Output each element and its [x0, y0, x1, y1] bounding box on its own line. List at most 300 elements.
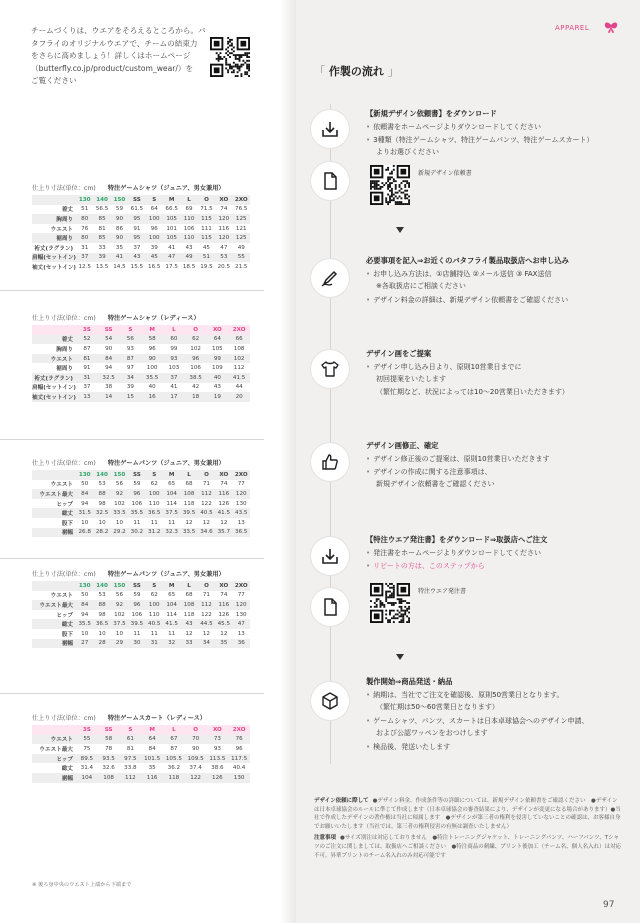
table-cell: 47 [163, 253, 180, 263]
table-cell: 113.5 [207, 754, 229, 764]
row-label: 股下 [61, 520, 74, 527]
table-cell: 18.5 [182, 263, 196, 270]
table-cell: 122 [201, 500, 212, 507]
caution-notes: 注意事項 ●サイズ別注は対応しておりません ●特注トレーニングジャケット、トレーニングパンツ、ハーフパンツ、Tシャツのご注文に関しましては、取扱店へご相談ください ●特注商品の刺繍、プリント後加工（チーム名、個人名入れ）は対応不可。昇華プリントのチーム名入れのみ対応可能です [314, 835, 622, 859]
table-cell: 50 [81, 481, 89, 488]
table-cell: 86 [115, 225, 124, 232]
table-cell: 93 [163, 354, 185, 364]
table-cell: 85 [93, 233, 110, 243]
table-row [32, 262, 250, 272]
table-cell: 19.5 [200, 263, 213, 270]
table-header-row [32, 725, 250, 735]
size-header: S [128, 326, 133, 333]
table-cell: 12 [202, 630, 210, 637]
table-cell: 92 [111, 600, 128, 610]
table-cell: 130 [235, 611, 247, 618]
table-cell: 13.5 [95, 263, 109, 270]
table-cell: 37 [163, 373, 185, 383]
size-header: M [163, 195, 180, 205]
table-cell: 88 [93, 489, 110, 499]
table-cell: 66 [228, 335, 250, 345]
table-cell: 126 [207, 773, 229, 783]
table-cell: 19 [207, 392, 229, 402]
table-unit: 仕上り寸法(単位：cm) [32, 715, 96, 722]
step2-heading: 必要事項を記入⇒お近くのバタフライ製品取扱店へお申し込み [366, 256, 569, 265]
table-cell: 108 [98, 773, 120, 783]
table-cell: 35.5 [76, 619, 93, 629]
step4-heading: デザイン画修正、確定 [366, 441, 439, 450]
table-cell: 34 [198, 639, 215, 649]
table-cell: 105.5 [163, 754, 185, 764]
size-header: M [163, 581, 180, 591]
step4-bullet-2: • デザインの作成に関する注意事項は、 [366, 468, 492, 476]
table-cell: 90 [192, 745, 200, 752]
table-cell: 11 [168, 630, 176, 637]
thumbs-up-icon [320, 452, 340, 472]
table-cell: 64 [150, 206, 158, 213]
table-cell: 16.5 [148, 263, 161, 270]
table-cell: 31.4 [80, 765, 94, 772]
table-cell: 13 [237, 519, 245, 526]
table-cell: 96 [148, 345, 156, 352]
table-cell: 120 [215, 214, 232, 224]
table-cell: 64 [207, 335, 229, 345]
table-cell: 102 [228, 354, 250, 364]
size-header: L [180, 195, 197, 205]
table-cell: 93 [126, 345, 134, 352]
table-cell: 93.5 [98, 754, 120, 764]
table-cell: 32.5 [93, 508, 110, 518]
row-label: 袖丈(セットイン) [32, 264, 76, 271]
table-cell: 41.5 [215, 508, 232, 518]
table-cell: 14.5 [113, 263, 126, 270]
table-cell: 45 [202, 244, 210, 251]
table-cell: 126 [218, 500, 230, 507]
table-cell: 61 [120, 735, 142, 745]
table-cell: 96 [150, 225, 158, 232]
table-cell: 18 [185, 392, 207, 402]
table-cell: 13 [76, 392, 98, 402]
table-row [32, 744, 250, 754]
table-row [32, 214, 250, 224]
table-cell: 58 [141, 335, 163, 345]
table-cell: 59 [133, 481, 141, 488]
size-header: O [198, 581, 215, 591]
table-cell: 11 [168, 519, 176, 526]
table-unit: 仕上り寸法(単位：cm) [32, 185, 96, 192]
table-cell: 125 [233, 214, 250, 224]
row-label: ウエスト [32, 354, 76, 364]
table-cell: 12 [220, 519, 228, 526]
table-cell: 115 [198, 233, 215, 243]
size-table-junior-pants-2 [32, 569, 250, 648]
table-cell: 84 [148, 745, 156, 752]
table-cell: 68 [185, 481, 193, 488]
size-header: 3S [82, 726, 91, 733]
table-cell: 20 [228, 392, 250, 402]
table-cell: 47 [220, 244, 228, 251]
table-cell: 78 [105, 745, 113, 752]
table-product-name: 特注ゲームパンツ（ジュニア、男女兼用） [107, 460, 225, 467]
table-cell: 76 [81, 225, 89, 232]
table-cell: 10 [98, 519, 106, 526]
table-cell: 62 [150, 481, 158, 488]
footnote: ※ 後ろ身中央のウエスト上端から下端まで [32, 882, 132, 888]
table-cell: 108 [233, 345, 245, 352]
step1-heading: 【新規デザイン依頼書】をダウンロード [366, 109, 497, 118]
table-cell: 32.3 [163, 528, 180, 538]
table-cell: 36 [233, 639, 250, 649]
table-row [32, 508, 250, 518]
table-cell: 36.5 [93, 619, 110, 629]
table-cell: 38.6 [211, 765, 224, 772]
table-cell: 30.2 [128, 528, 145, 538]
table-row [32, 629, 250, 639]
table-cell: 35 [115, 244, 124, 251]
step4-bullet-1: • デザイン修正後のご提案は、原則10営業日いただきます [366, 455, 550, 463]
table-cell: 20.5 [217, 263, 231, 270]
table-cell: 89.5 [76, 754, 98, 764]
size-header: 150 [111, 470, 128, 480]
table-cell: 35.7 [215, 528, 232, 538]
size-header: 140 [93, 470, 110, 480]
table-cell: 17.5 [165, 263, 178, 270]
size-header: 140 [93, 581, 110, 591]
table-cell: 106 [131, 611, 143, 618]
download-step-circle [311, 110, 349, 148]
table-cell: 102 [190, 345, 201, 352]
table-cell: 94 [81, 500, 89, 507]
table-cell: 43 [213, 384, 221, 391]
table-cell: 33.5 [111, 508, 128, 518]
table-cell: 91 [83, 365, 91, 372]
table-cell: 111 [201, 225, 212, 232]
table-cell: 100 [146, 233, 163, 243]
step3-heading: デザイン画をご提案 [366, 349, 432, 358]
table-cell: 117.5 [228, 754, 250, 764]
table-cell: 36.5 [146, 508, 163, 518]
table-cell: 94 [105, 365, 113, 372]
size-header: SS [128, 581, 145, 591]
table-cell: 96 [128, 600, 145, 610]
table-cell: 75 [83, 745, 91, 752]
table-cell: 65 [168, 481, 176, 488]
table-cell: 76.5 [235, 206, 248, 213]
table-cell: 40.5 [198, 508, 215, 518]
table-cell: 35.5 [141, 373, 163, 383]
table-cell: 101 [166, 225, 177, 232]
table-cell: 94 [81, 611, 89, 618]
table-cell: 74 [220, 206, 228, 213]
table-cell: 110 [148, 500, 160, 507]
order-form-step-circle [311, 588, 349, 626]
table-cell: 61.5 [130, 206, 144, 213]
table-row [32, 591, 250, 601]
document-step-circle [311, 162, 349, 200]
table-header-row [32, 470, 250, 480]
table-cell: 40 [148, 384, 156, 391]
table-row [32, 639, 250, 649]
table-cell: 49 [237, 244, 245, 251]
table-row [32, 610, 250, 620]
table-cell: 56 [120, 335, 142, 345]
row-label: ウエスト [50, 593, 74, 600]
table-cell: 11 [150, 519, 158, 526]
table-cell: 112 [198, 600, 215, 610]
size-header: 150 [111, 581, 128, 591]
size-header: M [149, 726, 155, 733]
table-cell: 37 [76, 253, 93, 263]
table-cell: 37 [133, 244, 141, 251]
table-cell: 35 [215, 639, 232, 649]
size-header: 130 [76, 195, 93, 205]
size-header: O [193, 726, 198, 733]
table-cell: 34 [120, 373, 142, 383]
table-cell: 105 [212, 345, 223, 352]
table-cell: 65 [168, 592, 176, 599]
table-cell: 50 [81, 592, 89, 599]
table-cell: 26.8 [76, 528, 93, 538]
size-table [32, 325, 250, 402]
table-cell: 96 [128, 489, 145, 499]
step3-sub-2: （繁忙期など、状況によっては10～20営業日いただきます） [376, 388, 569, 396]
table-cell: 32 [163, 639, 180, 649]
table-cell: 10 [81, 630, 89, 637]
table-cell: 77 [237, 481, 245, 488]
table-cell: 96 [185, 354, 207, 364]
table-cell: 32.5 [98, 373, 120, 383]
category-label: APPAREL [555, 24, 590, 32]
table-cell: 36.2 [167, 765, 181, 772]
table-cell: 39 [126, 384, 134, 391]
size-header: 2XO [232, 726, 246, 733]
proposal-step-circle [311, 350, 349, 388]
table-header-row [32, 581, 250, 591]
table-cell: 80 [76, 214, 93, 224]
table-row [32, 392, 250, 402]
size-header: XO [215, 581, 232, 591]
table-cell: 76 [228, 735, 250, 745]
table-cell: 55 [76, 735, 98, 745]
table-cell: 84 [76, 600, 93, 610]
table-row [32, 499, 250, 509]
table-cell: 43.5 [233, 508, 250, 518]
table-cell: 81 [76, 354, 98, 364]
table-cell: 71 [202, 481, 210, 488]
table-cell: 108 [180, 489, 197, 499]
row-label: ウエスト [32, 735, 76, 745]
size-header: M [149, 326, 155, 333]
qr-code-new-design[interactable] [370, 165, 410, 205]
table-cell: 98 [98, 611, 106, 618]
table-cell: 122 [201, 611, 212, 618]
table-cell: 84 [98, 354, 120, 364]
table-cell: 11 [133, 630, 141, 637]
document-icon [320, 597, 340, 617]
qr-code-order-form[interactable] [370, 583, 410, 623]
table-cell: 106 [190, 365, 201, 372]
table-row [32, 489, 250, 499]
table-cell: 44.5 [198, 619, 215, 629]
table-row [32, 619, 250, 629]
table-cell: 115 [198, 214, 215, 224]
size-table [32, 725, 250, 783]
table-product-name: 特注ゲームパンツ（ジュニア、男女兼用） [107, 571, 225, 578]
table-cell: 13 [237, 630, 245, 637]
table-row [32, 354, 250, 364]
table-row [32, 773, 250, 783]
table-cell: 81 [126, 745, 134, 752]
table-cell: 69 [185, 206, 193, 213]
step1-bullet-2: • 3種類（特注ゲームシャツ、特注ゲームパンツ、特注ゲームスカート） [366, 136, 594, 144]
table-cell: 28.2 [93, 528, 110, 538]
size-header: 130 [76, 581, 93, 591]
table-cell: 11 [133, 519, 141, 526]
table-cell: 87 [170, 745, 178, 752]
table-cell: 51 [81, 206, 89, 213]
qr-code-custom-wear[interactable] [210, 37, 250, 77]
table-cell: 118 [183, 500, 195, 507]
size-header: XO [215, 195, 232, 205]
step4-sub: 新規デザイン依頼書をご確認ください [376, 480, 495, 488]
table-cell: 45 [146, 253, 163, 263]
row-label: ウエスト最大 [32, 489, 76, 499]
table-cell: 12.5 [78, 263, 91, 270]
size-header: 2XO [232, 326, 246, 333]
row-label: ウエスト [50, 226, 74, 233]
size-header: L [180, 470, 197, 480]
table-cell: 41 [170, 384, 178, 391]
table-cell: 53 [215, 253, 232, 263]
row-label: ウエスト [50, 482, 74, 489]
table-cell: 120 [233, 489, 250, 499]
table-cell: 96 [235, 745, 243, 752]
pen-icon [320, 268, 340, 288]
table-cell: 32.6 [102, 765, 115, 772]
table-cell: 102 [114, 500, 125, 507]
size-table-ladies-shirt [32, 313, 250, 402]
table-cell: 95 [128, 233, 145, 243]
table-cell: 98 [98, 500, 106, 507]
table-cell: 45.5 [215, 619, 232, 629]
table-cell: 54 [98, 335, 120, 345]
table-cell: 38 [105, 384, 113, 391]
table-cell: 40.4 [232, 765, 246, 772]
size-header: S [146, 470, 163, 480]
flow-line [330, 104, 331, 764]
table-cell: 114 [166, 500, 177, 507]
size-header: S [128, 726, 133, 733]
step3-bullet-1: • デザイン申し込み日より、原則10営業日までに [366, 363, 522, 371]
step1-sub: よりお選びください [376, 148, 439, 156]
step2-sub: ※各取扱店にご相談ください [376, 282, 466, 290]
table-cell: 77 [237, 592, 245, 599]
table-cell: 43 [180, 619, 197, 629]
table-cell: 62 [150, 592, 158, 599]
row-label: ヒップ [56, 501, 74, 508]
table-cell: 97 [126, 365, 134, 372]
table-cell: 11 [150, 630, 158, 637]
table-cell: 10 [98, 630, 106, 637]
table-cell: 66.5 [165, 206, 178, 213]
table-cell: 90 [105, 345, 113, 352]
size-table-junior-shirt [32, 183, 250, 272]
table-cell: 35 [148, 765, 156, 772]
table-cell: 74 [220, 592, 228, 599]
table-cell: 53 [98, 592, 106, 599]
row-label: 裾幅 [32, 639, 76, 649]
row-label: 着丈 [61, 207, 74, 214]
table-cell: 10 [115, 630, 124, 637]
download-icon [320, 546, 340, 566]
table-cell: 36.5 [233, 528, 250, 538]
write-step-circle [311, 259, 349, 297]
table-cell: 93 [213, 745, 221, 752]
row-label: 裄丈(ラグラン) [34, 245, 74, 252]
table-cell: 15 [120, 392, 142, 402]
table-cell: 116 [215, 600, 232, 610]
size-header: XO [212, 726, 222, 733]
step3-sub-1: 初回提案をいたします [376, 375, 446, 383]
table-cell: 87 [120, 354, 142, 364]
table-cell: 130 [228, 773, 250, 783]
table-cell: 41.5 [228, 373, 250, 383]
arrow-down-icon [396, 227, 404, 233]
table-cell: 104 [76, 773, 98, 783]
table-unit: 仕上り寸法(単位：cm) [32, 315, 96, 322]
row-label: 総丈 [32, 508, 76, 518]
table-cell: 51 [198, 253, 215, 263]
table-cell: 21.5 [235, 263, 248, 270]
table-cell: 56 [115, 481, 124, 488]
size-header: 130 [76, 470, 93, 480]
size-header: O [198, 470, 215, 480]
table-cell: 60 [163, 335, 185, 345]
row-label: 裾周り [56, 366, 73, 373]
table-cell: 39.5 [180, 508, 197, 518]
step2-bullet-2: • デザイン料金の詳細は、新規デザイン依頼書をご確認ください [366, 296, 569, 304]
size-header: L [180, 581, 197, 591]
row-label: 肩幅(セットイン) [32, 253, 76, 263]
qr-label-order-form: 特注ウエア発注書 [418, 588, 467, 595]
flow-title: 「 作製の流れ 」 [314, 65, 399, 78]
design-notes: デザイン依頼に際して ●デザイン料金、作成条件等の詳細については、新規デザイン依頼書をご確認ください ●デザインは日本卓球協会のルールに準じて作成します（日本卓球協会の審査結果により、デザインが変更になる場合があります）●当社で作成したデザインの著作権は当社に帰属します ●デザインが第三者の権利を侵害していないことの確認は、お客様自身でお願いいたします（当社では、第三者の権利侵害の有無は調査いたしません） [314, 798, 621, 830]
size-header: 2XO [233, 470, 250, 480]
table-cell: 70 [185, 735, 207, 745]
table-cell: 121 [235, 225, 247, 232]
table-cell: 118 [183, 611, 195, 618]
table-cell: 71.5 [200, 206, 213, 213]
table-cell: 109.5 [185, 754, 207, 764]
size-header: S [146, 195, 163, 205]
divider [0, 693, 264, 694]
row-label: 裄丈(ラグラン) [32, 373, 76, 383]
table-cell: 62 [185, 335, 207, 345]
table-title [32, 569, 250, 581]
table-row [32, 600, 250, 610]
shipping-step-circle [311, 682, 349, 720]
table-cell: 116 [141, 773, 163, 783]
step6-bullet-2: • ゲームシャツ、パンツ、スカートは日本卓球協会へのデザイン申請、 [366, 717, 589, 725]
table-cell: 108 [180, 600, 197, 610]
table-cell: 88 [93, 600, 110, 610]
row-label: 裾周り [32, 233, 76, 243]
table-cell: 92 [111, 489, 128, 499]
table-unit: 仕上り寸法(単位：cm) [32, 460, 96, 467]
table-cell: 31 [146, 639, 163, 649]
step5-bullet-1: • 発注書をホームページよりダウンロードしてください [366, 549, 541, 557]
table-cell: 47 [233, 619, 250, 629]
